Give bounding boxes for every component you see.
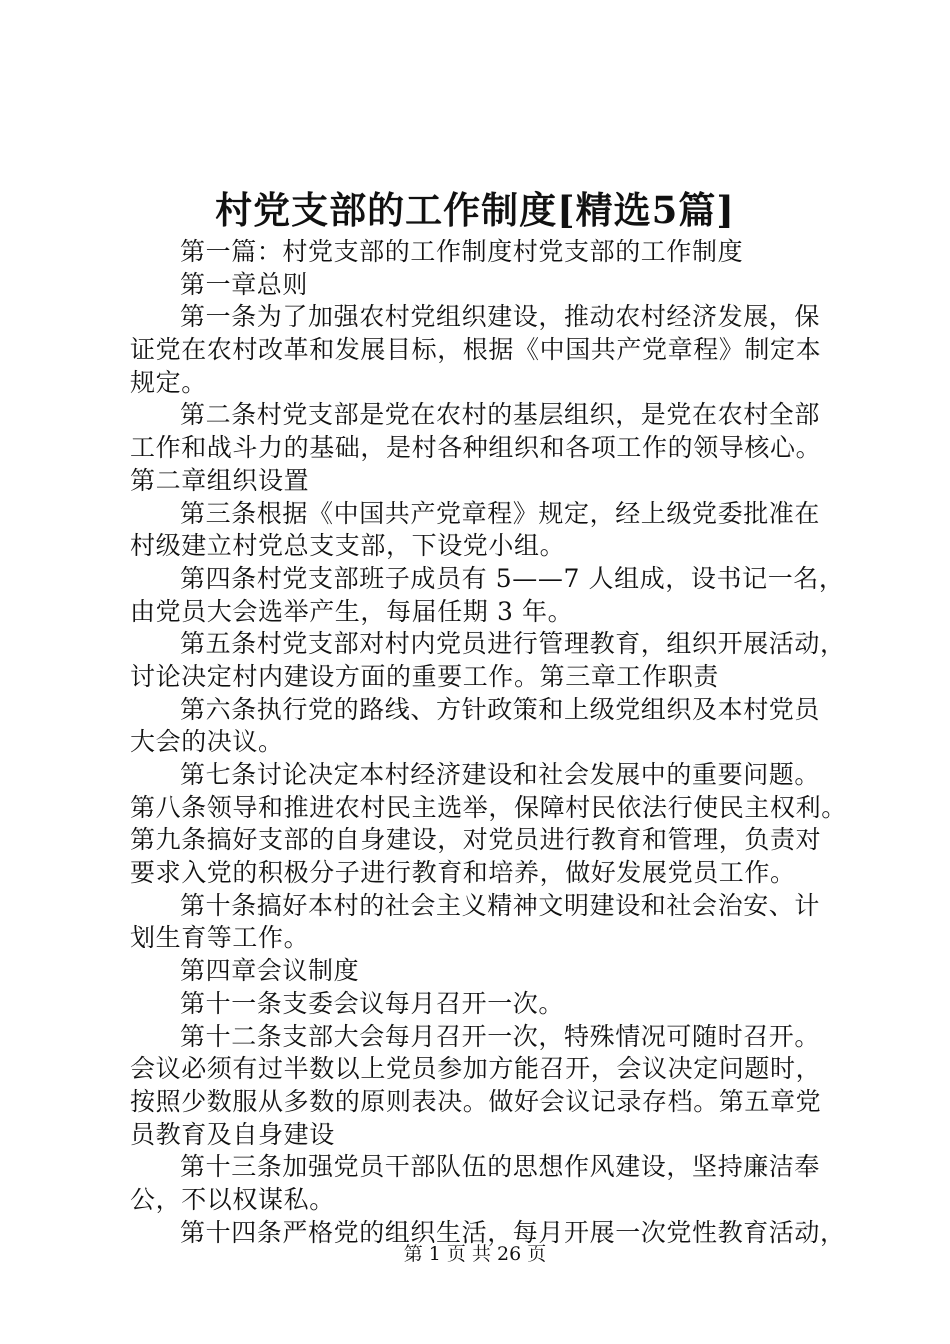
body-line: 证党在农村改革和发展目标，根据《中国共产党章程》制定本 [130, 335, 822, 365]
body-line: 第八条领导和推进农村民主选举，保障村民依法行使民主权利。 [130, 792, 847, 822]
body-line: 工作和战斗力的基础，是村各种组织和各项工作的领导核心。 [130, 433, 822, 463]
body-line: 第九条搞好支部的自身建设，对党员进行教育和管理，负责对 [130, 825, 822, 855]
body-line: 第十二条支部大会每月召开一次，特殊情况可随时召开。 [180, 1021, 821, 1051]
body-line: 第五条村党支部对村内党员进行管理教育，组织开展活动， [180, 629, 846, 659]
body-line: 第十三条加强党员干部队伍的思想作风建设，坚持廉洁奉 [180, 1152, 821, 1182]
body-line: 第十四条严格党的组织生活，每月开展一次党性教育活动， [180, 1217, 846, 1247]
body-line: 规定。 [130, 367, 207, 397]
body-line: 第七条讨论决定本村经济建设和社会发展中的重要问题。 [180, 760, 821, 789]
page-footer: 第 1 页 共 26 页 [403, 1243, 547, 1265]
body-line: 要求入党的积极分子进行教育和培养，做好发展党员工作。 [130, 858, 796, 888]
body-line: 第二章组织设置 [130, 465, 310, 495]
body-line: 村级建立村党总支支部，下设党小组。 [130, 531, 566, 561]
body-line: 第十一条支委会议每月召开一次。 [180, 988, 565, 1018]
body-line: 第四章会议制度 [180, 956, 360, 986]
body-line: 由党员大会选举产生，每届任期 3 年。 [130, 596, 574, 626]
body-line: 第三条根据《中国共产党章程》规定，经上级党委批准在 [180, 498, 821, 528]
body-line: 按照少数服从多数的原则表决。做好会议记录存档。第五章党 [130, 1086, 822, 1116]
body-line: 第一篇：村党支部的工作制度村党支部的工作制度 [180, 237, 744, 266]
body-line: 第一章总则 [180, 269, 309, 299]
body-line: 大会的决议。 [130, 727, 284, 757]
body-line: 会议必须有过半数以上党员参加方能召开，会议决定问题时， [130, 1054, 822, 1084]
body-line: 第六条执行党的路线、方针政策和上级党组织及本村党员 [180, 694, 821, 724]
body-line: 讨论决定村内建设方面的重要工作。第三章工作职责 [130, 661, 719, 691]
body-line: 划生育等工作。 [130, 923, 310, 953]
body-line: 员教育及自身建设 [130, 1119, 335, 1149]
document-title: 村党支部的工作制度[精选5篇] [215, 188, 735, 232]
body-line: 第十条搞好本村的社会主义精神文明建设和社会治安、计 [180, 890, 821, 920]
body-line: 公，不以权谋私。 [130, 1184, 335, 1214]
body-line: 第二条村党支部是党在农村的基层组织，是党在农村全部 [180, 400, 821, 430]
document-body [130, 236, 847, 1249]
body-line: 第一条为了加强农村党组织建设，推动农村经济发展，保 [180, 302, 821, 332]
body-line: 第四条村党支部班子成员有 5——7 人组成，设书记一名， [180, 563, 845, 593]
